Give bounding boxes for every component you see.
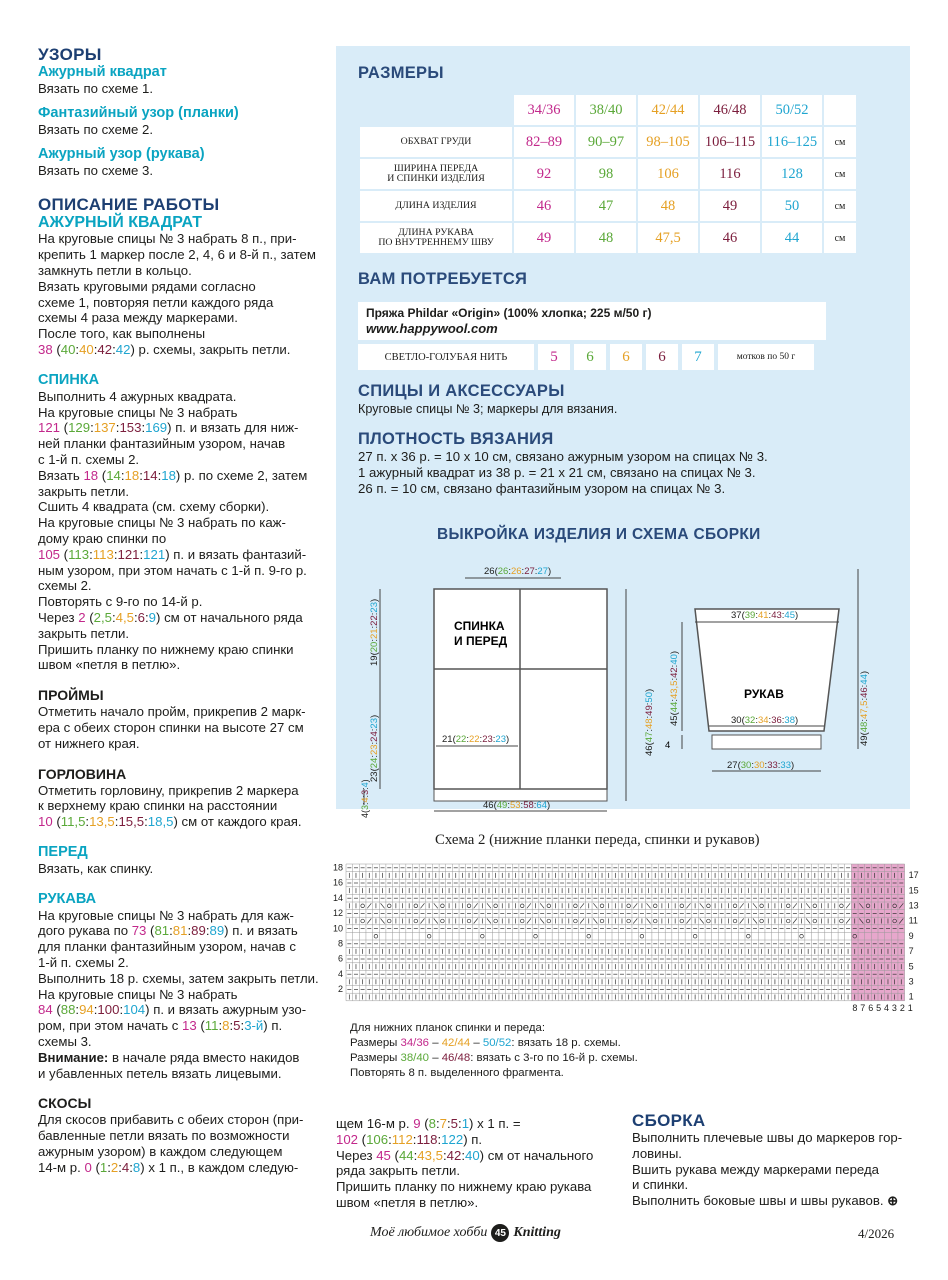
row-number-right: 15 xyxy=(908,885,919,896)
row-number-left: 8 xyxy=(337,938,343,949)
body-label-2: И ПЕРЕД xyxy=(454,634,508,648)
row-number-left: 2 xyxy=(337,984,343,995)
pattern-3-text: Вязать по схеме 3. xyxy=(38,162,154,178)
left-column xyxy=(38,46,324,1176)
row-number-left: 14 xyxy=(332,892,343,903)
assembly-line: Выполнить боковые швы и швы рукавов. ⊕ xyxy=(632,1193,899,1209)
row-number-right: 17 xyxy=(908,870,919,881)
density-title: ПЛОТНОСТЬ ВЯЗАНИЯ xyxy=(358,430,554,448)
text-line: На круговые спицы № 3 набрать по каж- xyxy=(38,515,286,531)
size-header: 34/36 xyxy=(514,95,574,125)
text-line: схемы 2. xyxy=(38,578,92,594)
text-line: На круговые спицы № 3 набрать 8 п., при- xyxy=(38,231,297,247)
yarn-name: Пряжа Phildar «Origin» (100% хлопка; 225 м/50 г) xyxy=(366,306,652,320)
dim-sleeve-bottom: 27(30:30:33:33) xyxy=(727,760,795,771)
size-value: 128 xyxy=(762,159,822,189)
assembly-line: Вшить рукава между маркерами переда xyxy=(632,1161,880,1177)
row-number-right: 9 xyxy=(908,930,914,941)
assembly-line: Выполнить плечевые швы до маркеров гор- xyxy=(632,1130,903,1145)
sleeve-shape xyxy=(695,609,839,749)
square-last-line: 38 (40:40:42:42) р. схемы, закрыть петли. xyxy=(38,341,291,357)
size-value: 46 xyxy=(700,223,760,253)
yarn-qty: 6 xyxy=(574,344,606,370)
armhole-title: ПРОЙМЫ xyxy=(38,687,104,704)
size-value: 106–115 xyxy=(700,127,760,157)
yarn-unit: мотков по 50 г xyxy=(718,344,814,370)
sleeve-title: РУКАВА xyxy=(38,890,97,907)
square-text xyxy=(38,231,324,342)
page-number: 45 xyxy=(491,1224,509,1242)
dim-square-height: 19(20:21:22:23) xyxy=(369,598,380,666)
assembly-line: и спинки. xyxy=(632,1177,689,1193)
text-line: бавленные петли вязать по возможности xyxy=(38,1128,290,1144)
density-line: 27 п. х 36 р. = 10 х 10 см, связано ажурным узором на спицах № 3. xyxy=(358,449,768,464)
text-line: На круговые спицы № 3 набрать xyxy=(38,404,238,420)
size-value: 82–89 xyxy=(514,127,574,157)
text-line: закрыть петли. xyxy=(38,483,130,499)
pattern-1-text: Вязать по схеме 1. xyxy=(38,81,154,96)
chart-notes xyxy=(350,1021,638,1081)
row-number-right: 7 xyxy=(908,946,914,957)
assembly-text xyxy=(632,1130,922,1209)
yarn-color: СВЕТЛО-ГОЛУБАЯ НИТЬ xyxy=(358,344,534,370)
density-line: 26 п. = 10 см, связано фантазийным узором на спицах № 3. xyxy=(358,480,726,496)
assembly-line: ловины. xyxy=(632,1145,682,1161)
size-value: 98 xyxy=(576,159,636,189)
size-row-label: ДЛИНА ИЗДЕЛИЯ xyxy=(360,191,512,221)
work-title: ОПИСАНИЕ РАБОТЫ xyxy=(38,195,220,215)
text-line: Пришить планку по нижнему краю рукава xyxy=(336,1179,592,1195)
size-unit: см xyxy=(824,191,856,221)
text-line: схемы 4 раза между маркерами. xyxy=(38,310,238,326)
bevel-title: СКОСЫ xyxy=(38,1095,92,1112)
size-row-label: ДЛИНА РУКАВА ПО ВНУТРЕННЕМУ ШВУ xyxy=(360,223,512,253)
dim-sleeve-band: 4 xyxy=(665,740,671,751)
text-line: 14-м р. 0 (1:2:4:8) х 1 п., в каждом следую- xyxy=(38,1159,299,1175)
row-number-right: 5 xyxy=(908,961,914,972)
text-line: После того, как выполнены xyxy=(38,326,206,342)
row-number-left: 12 xyxy=(332,908,343,919)
text-line: Сшить 4 квадрата (см. схему сборки). xyxy=(38,499,270,515)
density-line: 1 ажурный квадрат из 38 р. = 21 х 21 см, связано на спицах № 3. xyxy=(358,464,756,480)
text-line: с 1-й п. схемы 2. xyxy=(38,451,140,467)
size-value: 48 xyxy=(576,223,636,253)
size-value: 48 xyxy=(638,191,698,221)
dim-bottom-width: 46(49:53:58:64) xyxy=(483,800,551,811)
square-title: АЖУРНЫЙ КВАДРАТ xyxy=(38,214,203,232)
dim-band-height: 4(3:4:3:4) xyxy=(360,779,370,818)
magazine-series: Knitting xyxy=(513,1225,561,1240)
dim-top-width: 26(26:26:27:27) xyxy=(484,566,552,577)
yarn-url[interactable]: www.happywool.com xyxy=(366,321,498,336)
text-line: На круговые спицы № 3 набрать для каж- xyxy=(38,907,294,923)
column-numbers: 8 7 6 5 4 3 2 1 xyxy=(852,1002,913,1013)
end-mark-icon: ⊕ xyxy=(883,1193,899,1209)
attention-line: Внимание: в начале ряда вместо накидов xyxy=(38,1049,300,1065)
front-title: ПЕРЕД xyxy=(38,843,88,860)
pattern-1-name: Ажурный квадрат xyxy=(38,64,167,80)
size-unit: см xyxy=(824,223,856,253)
dim-full-height: 46(47:48:49:50) xyxy=(644,688,655,756)
info-panel xyxy=(336,46,910,818)
dim-square-width: 21(22:22:23:23) xyxy=(442,734,510,745)
text-line: Вязать круговыми рядами согласно xyxy=(38,278,256,294)
size-row-label: ШИРИНА ПЕРЕДА И СПИНКИ ИЗДЕЛИЯ xyxy=(360,159,512,189)
yarn-qty: 5 xyxy=(538,344,570,370)
text-line: ней планки фантазийным узором, начав xyxy=(38,436,286,452)
size-row-label: ОБХВАТ ГРУДИ xyxy=(360,127,512,157)
yarn-qty: 6 xyxy=(646,344,678,370)
yarn-block xyxy=(358,302,826,370)
text-line: швом «петля в петлю». xyxy=(38,657,181,673)
text-line: Выполнить 4 ажурных квадрата. xyxy=(38,388,237,404)
text-line: щем 16-м р. 9 (8:7:5:1) х 1 п. = xyxy=(336,1116,521,1131)
size-value: 106 xyxy=(638,159,698,189)
text-line: Отметить начало пройм, прикрепив 2 марк- xyxy=(38,704,306,720)
bevel-text xyxy=(38,1112,324,1159)
row-number-left: 6 xyxy=(337,953,343,964)
text-line: 84 (88:94:100:104) п. и вязать ажурным узо- xyxy=(38,1002,307,1018)
knitting-chart xyxy=(330,858,930,1018)
chart-note: Размеры 38/40 – 46/48: вязать с 3-го по 16-й р. схемы. xyxy=(350,1052,638,1064)
text-line: ным узором, при этом начать с 1-й п. 9-го р. xyxy=(38,562,307,578)
patterns-title: УЗОРЫ xyxy=(38,45,102,64)
size-header: 42/44 xyxy=(638,95,698,125)
chart-note: Размеры 34/36 – 42/44 – 50/52: вязать 18 р. схемы. xyxy=(350,1037,621,1049)
front-text: Вязать, как спинку. xyxy=(38,860,154,876)
text-line: ром, при этом начать с 13 (11:8:5:3-й) п. xyxy=(38,1018,283,1034)
text-line: Через 45 (44:43,5:42:40) см от начального xyxy=(336,1147,594,1163)
text-line: швом «петля в петлю». xyxy=(336,1194,479,1210)
pattern-3-name: Ажурный узор (рукава) xyxy=(38,145,205,162)
text-line: схемы 3. xyxy=(38,1034,92,1050)
dim-sleeve-height: 45(44:43,5:42:40) xyxy=(669,650,680,726)
text-line: ера с обеих сторон спинки на высоте 27 см xyxy=(38,719,304,735)
size-header: 50/52 xyxy=(762,95,822,125)
size-header: 38/40 xyxy=(576,95,636,125)
text-line: и убавленных петель вязать лицевыми. xyxy=(38,1065,282,1081)
text-line: 10 (11,5:13,5:15,5:18,5) см от каждого края. xyxy=(38,814,302,830)
size-value: 49 xyxy=(514,223,574,253)
text-line: дого рукава по 73 (81:81:89:89) п. и вязать xyxy=(38,923,298,939)
size-value: 50 xyxy=(762,191,822,221)
text-line: закрыть петли. xyxy=(38,625,130,641)
row-number-right: 13 xyxy=(908,900,919,911)
back-title: СПИНКА xyxy=(38,371,100,388)
armhole-text xyxy=(38,704,324,751)
row-number-left: 10 xyxy=(332,923,343,934)
size-value: 92 xyxy=(514,159,574,189)
size-header: 46/48 xyxy=(700,95,760,125)
text-line: для планки фантазийным узором, начав с xyxy=(38,939,296,955)
pattern-title: ВЫКРОЙКА ИЗДЕЛИЯ И СХЕМА СБОРКИ xyxy=(437,526,761,543)
size-unit: см xyxy=(824,159,856,189)
text-line: замкнуть петли в кольцо. xyxy=(38,262,192,278)
text-line: Выполнить 18 р. схемы, затем закрыть петли. xyxy=(38,970,319,986)
text-line: Вязать 18 (14:18:14:18) р. по схеме 2, затем xyxy=(38,467,308,483)
text-line: Повторять с 9-го по 14-й р. xyxy=(38,594,203,610)
text-line: Отметить горловину, прикрепив 2 маркера xyxy=(38,782,299,798)
size-value: 90–97 xyxy=(576,127,636,157)
footer xyxy=(370,1224,561,1242)
row-number-right: 11 xyxy=(908,915,918,926)
dim-sleeve-top: 37(39:41:43:45) xyxy=(731,610,799,621)
density-text xyxy=(358,449,768,496)
text-line: 105 (113:113:121:121) п. и вязать фантазий- xyxy=(38,546,307,562)
text-line: дому краю спинки по xyxy=(38,530,167,546)
text-line: Через 2 (2,5:4,5:6:9) см от начального ряда xyxy=(38,609,303,625)
row-number-left: 4 xyxy=(337,968,343,979)
yarn-row xyxy=(358,344,826,370)
text-line: Пришить планку по нижнему краю спинки xyxy=(38,641,294,657)
text-line: 121 (129:137:153:169) п. и вязать для ниж- xyxy=(38,420,299,436)
neck-title: ГОРЛОВИНА xyxy=(38,765,127,782)
size-value: 47 xyxy=(576,191,636,221)
sleeve-label: РУКАВ xyxy=(744,687,784,701)
assembly-section xyxy=(632,1112,922,1209)
chart-title: Схема 2 (нижние планки переда, спинки и рукавов) xyxy=(435,832,760,848)
size-value: 47,5 xyxy=(638,223,698,253)
row-number-right: 1 xyxy=(908,991,914,1002)
size-value: 116 xyxy=(700,159,760,189)
yarn-qty: 6 xyxy=(610,344,642,370)
sizes-title: РАЗМЕРЫ xyxy=(358,64,444,82)
needles-title: СПИЦЫ И АКСЕССУАРЫ xyxy=(358,382,565,400)
text-line: 102 (106:112:118:122) п. xyxy=(336,1131,483,1147)
sleeve-continuation xyxy=(336,1116,606,1211)
text-line: 1-й п. схемы 2. xyxy=(38,955,129,971)
magazine-name: Моё любимое хобби xyxy=(370,1225,488,1240)
needles-text: Круговые спицы № 3; маркеры для вязания. xyxy=(358,402,618,416)
text-line: Для скосов прибавить с обеих сторон (при- xyxy=(38,1112,304,1128)
text-line: от нижнего края. xyxy=(38,735,140,751)
pattern-2-text: Вязать по схеме 2. xyxy=(38,121,154,137)
yarn-header xyxy=(358,302,826,340)
text-line: схеме 1, повторяя петли каждого ряда xyxy=(38,294,274,310)
neck-text xyxy=(38,783,324,815)
size-value: 46 xyxy=(514,191,574,221)
text-line: ряда закрыть петли. xyxy=(336,1163,461,1179)
row-number-left: 16 xyxy=(332,877,343,888)
dim-sleeve-mid: 30(32:34:36:38) xyxy=(731,715,799,726)
pattern-2-name: Фантазийный узор (планки) xyxy=(38,104,239,121)
text-line: к верхнему краю спинки на расстоянии xyxy=(38,798,278,814)
issue-number: 4/2026 xyxy=(858,1226,895,1241)
schematic-diagram xyxy=(336,546,910,818)
chart-note: Повторять 8 п. выделенного фрагмента. xyxy=(350,1067,564,1079)
body-label-1: СПИНКА xyxy=(454,619,505,633)
text-line: На круговые спицы № 3 набрать xyxy=(38,986,238,1002)
text-line: ажурным узором) в каждом следующем xyxy=(38,1144,283,1160)
row-number-right: 3 xyxy=(908,976,914,987)
row-number-left: 18 xyxy=(332,862,343,873)
size-unit: см xyxy=(824,127,856,157)
size-value: 116–125 xyxy=(762,127,822,157)
chart-note: Для нижних планок спинки и переда: xyxy=(350,1022,546,1034)
text-line: крепить 1 маркер после 2, 4, 6 и 8-й п., затем xyxy=(38,247,316,263)
size-value: 44 xyxy=(762,223,822,253)
size-value: 49 xyxy=(700,191,760,221)
yarn-qty: 7 xyxy=(682,344,714,370)
sizes-table xyxy=(358,93,858,255)
need-title: ВАМ ПОТРЕБУЕТСЯ xyxy=(358,270,528,288)
dim-sleeve-total: 49(48:47,5:46:44) xyxy=(859,670,870,746)
assembly-title: СБОРКА xyxy=(632,1111,706,1130)
size-value: 98–105 xyxy=(638,127,698,157)
dim-square-height-2: 23(24:23:24:23) xyxy=(369,714,380,782)
